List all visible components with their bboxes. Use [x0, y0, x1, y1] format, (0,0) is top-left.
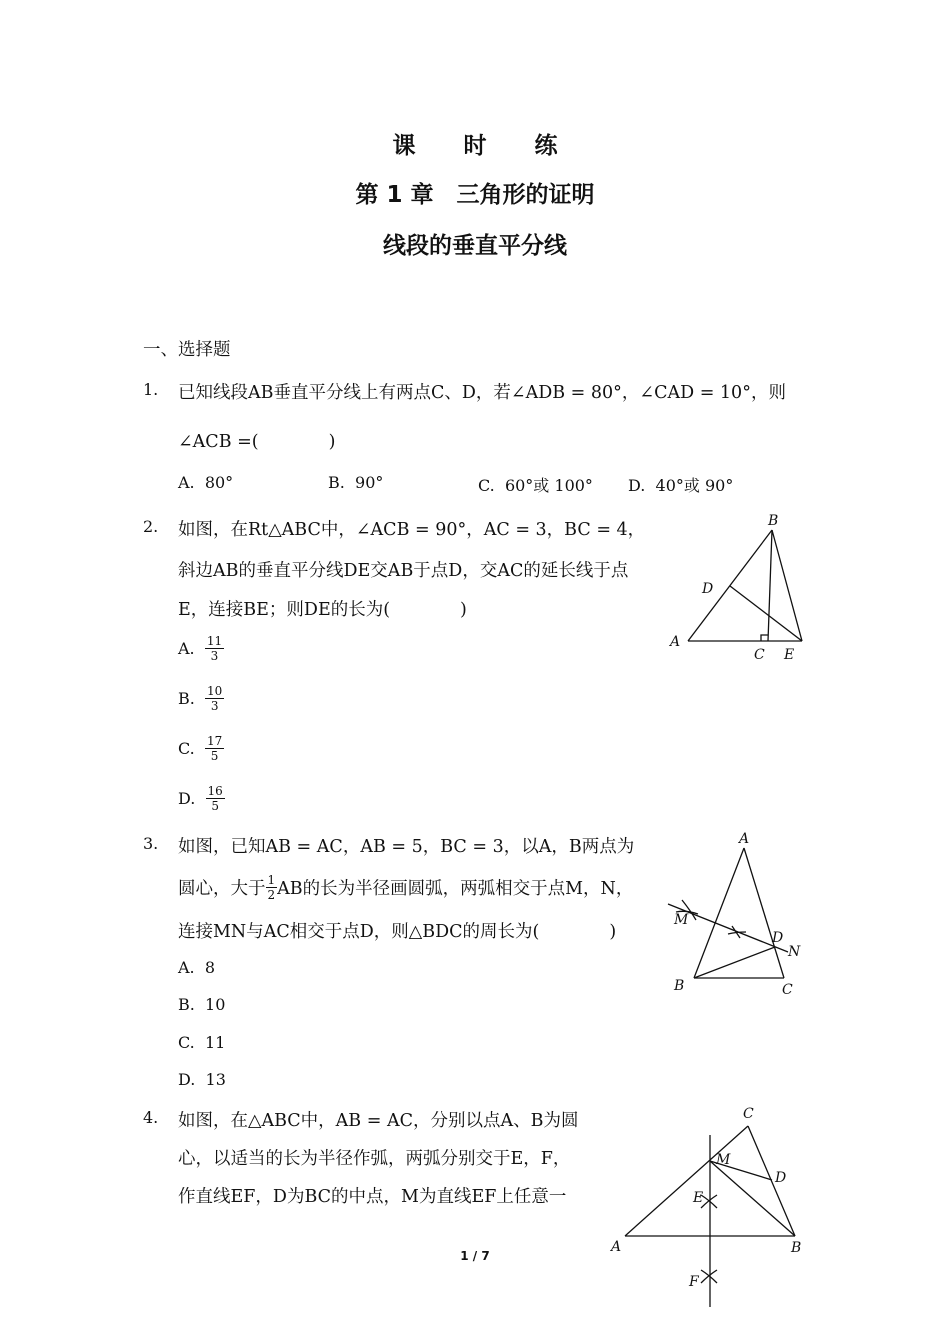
label-b: B [768, 513, 779, 529]
option-text: 13 [205, 1070, 226, 1089]
segment-cb [748, 1126, 795, 1236]
segment-ac [744, 848, 784, 978]
label-b: B [674, 978, 685, 994]
question-2-option-d[interactable] [178, 784, 225, 813]
option-text: 40°或 90° [655, 476, 734, 495]
question-4-figure [605, 1100, 825, 1310]
option-text: 90° [355, 473, 384, 492]
question-4-line-1: 如图，在△ABC中，AB = AC，分别以点A、B为圆 [178, 1111, 579, 1131]
option-fraction [205, 684, 224, 713]
question-2-line-3: E，连接BE；则DE的长为( ) [178, 600, 467, 620]
question-2-line-1: 如图，在Rt△ABC中，∠ACB = 90°，AC = 3，BC = 4， [178, 520, 646, 540]
question-3-option-a[interactable] [178, 958, 215, 977]
option-label: D. [178, 1070, 196, 1089]
option-label: D. [178, 789, 196, 808]
option-fraction [205, 634, 224, 663]
question-3-figure [660, 826, 820, 1001]
label-d: D [775, 1170, 787, 1186]
section-heading: 一、选择题 [143, 340, 231, 360]
option-label: B. [178, 995, 195, 1014]
question-3-line-1: 如图，已知AB = AC，AB = 5，BC = 3，以A，B两点为 [178, 837, 635, 857]
option-label: A. [178, 639, 195, 658]
page-title: 课 时 练 [392, 133, 578, 159]
question-2-option-b[interactable] [178, 684, 224, 713]
label-c: C [782, 982, 793, 998]
label-a: A [739, 831, 750, 847]
segment-ab [688, 530, 772, 641]
chapter-title: 第 1 章 三角形的证明 [355, 182, 595, 208]
question-2-line-2: 斜边AB的垂直平分线DE交AB于点D，交AC的延长线于点 [178, 561, 629, 581]
option-label: A. [178, 958, 195, 977]
option-text: 11 [204, 1033, 226, 1052]
option-text: 80° [204, 473, 234, 492]
segment-ac [625, 1126, 748, 1236]
question-3-option-b[interactable] [178, 995, 225, 1014]
label-b: B [791, 1240, 802, 1256]
question-2-option-a[interactable] [178, 634, 224, 663]
option-label: B. [328, 473, 345, 492]
segment-be [772, 530, 802, 641]
label-c: C [754, 647, 765, 663]
fraction-numerator: 10 [207, 684, 223, 698]
segment-bc [768, 530, 772, 641]
label-n: N [788, 944, 801, 960]
label-e: E [784, 647, 795, 663]
question-3-line-2 [178, 873, 633, 902]
fraction-numerator: 16 [207, 784, 223, 798]
option-text: 10 [205, 995, 226, 1014]
fraction-numerator: 17 [206, 734, 223, 748]
option-label: D. [628, 476, 646, 495]
question-4-line-2: 心，以适当的长为半径作弧，两弧分别交于E，F， [178, 1149, 571, 1169]
fraction-denominator: 3 [210, 699, 219, 713]
fraction-numerator: 11 [206, 634, 223, 648]
option-label: B. [178, 689, 195, 708]
option-fraction [206, 784, 225, 813]
right-angle-mark [761, 635, 768, 641]
question-1-line-2: ∠ACB =( ) [178, 432, 336, 452]
segment-ab [694, 848, 744, 978]
question-3-option-d[interactable] [178, 1070, 226, 1089]
label-m: M [674, 912, 689, 928]
question-3-line-3: 连接MN与AC相交于点D，则△BDC的周长为( ) [178, 922, 617, 942]
question-1-number: 1. [143, 380, 159, 399]
question-2-figure [660, 508, 815, 668]
line-text: 圆心，大于 [178, 879, 266, 899]
question-3-number: 3. [143, 834, 159, 853]
label-a: A [670, 634, 681, 650]
segment-de [730, 586, 802, 641]
question-2-number: 2. [143, 517, 159, 536]
label-c: C [743, 1106, 754, 1122]
lesson-title: 线段的垂直平分线 [383, 233, 567, 259]
label-a: A [611, 1239, 622, 1255]
option-label: A. [178, 473, 195, 492]
question-1-option-c[interactable] [478, 473, 593, 496]
option-label: C. [478, 476, 495, 495]
option-text: 60°或 100° [504, 476, 593, 495]
question-2-option-c[interactable] [178, 734, 224, 763]
fraction-denominator: 3 [210, 649, 219, 663]
option-label: C. [178, 1033, 195, 1052]
fraction-denominator: 5 [211, 799, 219, 813]
label-e: E [693, 1190, 704, 1206]
fraction-numerator: 1 [267, 873, 276, 887]
fraction-denominator: 5 [210, 749, 219, 763]
question-4-line-3: 作直线EF，D为BC的中点，M为直线EF上任意一 [178, 1187, 567, 1207]
label-d: D [772, 930, 784, 946]
line-text: AB的长为半径画圆弧，两弧相交于点M，N， [277, 879, 634, 899]
option-text: 8 [204, 958, 215, 977]
option-fraction [205, 734, 224, 763]
label-f: F [689, 1274, 699, 1290]
page-number: 1 / 7 [460, 1249, 490, 1263]
fraction-denominator: 2 [267, 888, 276, 902]
question-1-option-b[interactable] [328, 473, 383, 492]
question-1-line-1: 已知线段AB垂直平分线上有两点C、D，若∠ADB = 80°，∠CAD = 10°，则 [178, 383, 786, 403]
question-1-option-d[interactable] [628, 473, 733, 496]
label-m: M [716, 1152, 731, 1168]
question-4-number: 4. [143, 1108, 159, 1127]
question-3-option-c[interactable] [178, 1033, 225, 1052]
segment-bd [694, 947, 775, 978]
option-label: C. [178, 739, 195, 758]
question-1-option-a[interactable] [178, 473, 233, 492]
half-fraction [266, 873, 278, 902]
label-d: D [702, 581, 714, 597]
